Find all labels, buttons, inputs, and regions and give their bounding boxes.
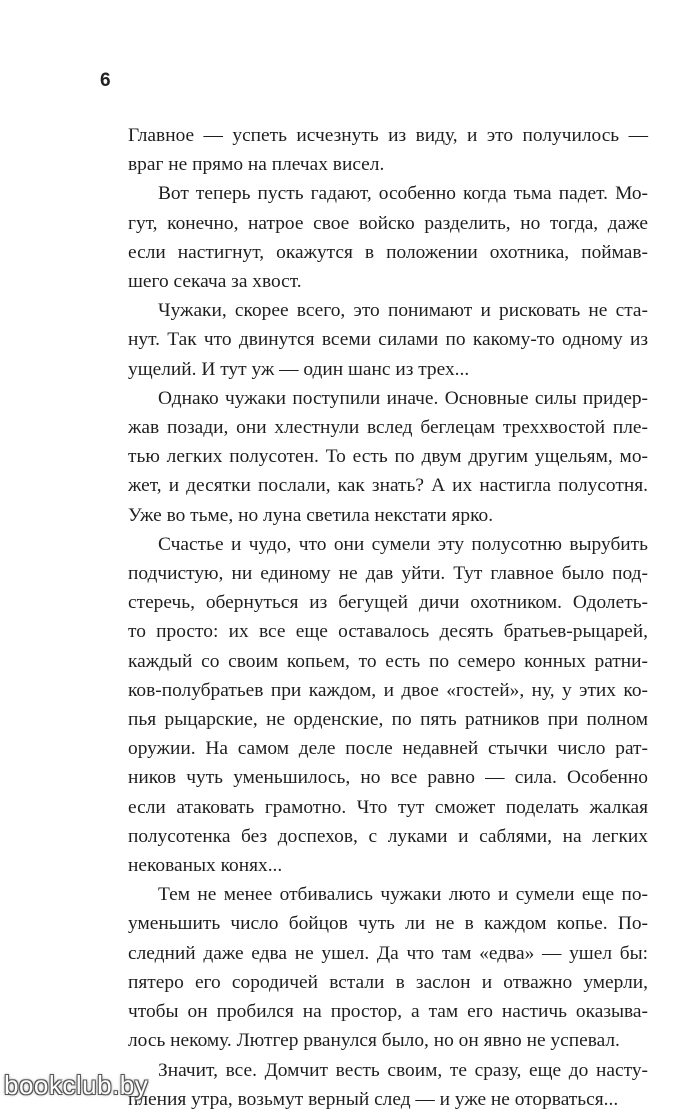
text-line: пятеро его сородичей встали в заслон и отважно умерли, xyxy=(128,971,648,993)
text-line: некованых конях... xyxy=(128,855,283,877)
text-line: Тем не менее отбивались чужаки люто и сумели еще по- xyxy=(158,884,648,906)
body-text xyxy=(128,121,648,1114)
text-line: то просто: их все еще оставалось десять братьев-рыцарей, xyxy=(128,621,648,643)
text-line: гут, конечно, натрое свое войско разделить, но тогда, даже xyxy=(128,212,648,234)
text-line: шего секача за хвост. xyxy=(128,271,302,293)
paragraph xyxy=(128,1056,648,1114)
paragraph xyxy=(128,880,648,1055)
paragraph xyxy=(128,530,648,880)
text-line: враг не прямо на плечах висел. xyxy=(128,154,385,176)
text-line: жет, и десятки послали, как знать? А их настигла полусотня. xyxy=(128,475,648,497)
text-line: Значит, все. Домчит весть своим, те сразу, еще до насту- xyxy=(158,1059,648,1081)
text-line: подчистую, ни единому не дав уйти. Тут главное было под- xyxy=(128,563,648,585)
text-line: следний даже едва не ушел. Да что там «едва» — ушел бы: xyxy=(128,942,648,964)
text-line: если атаковать грамотно. Что тут сможет поделать жалкая xyxy=(128,796,648,818)
paragraph xyxy=(128,179,648,296)
text-line: полусотенка без доспехов, с луками и саблями, на легких xyxy=(128,825,648,847)
text-line: уменьшить число бойцов чуть ли не в каждом копье. По- xyxy=(128,913,648,935)
paragraph xyxy=(128,296,648,384)
text-line: чтобы он пробился на простор, а там его настичь оказыва- xyxy=(128,1001,648,1023)
text-line: тью легких полусотен. То есть по двум другим ущельям, мо- xyxy=(128,446,648,468)
text-line: ников чуть уменьшилось, но все равно — сила. Особенно xyxy=(128,767,648,789)
text-line: пления утра, возьмут верный след — и уже не оторваться... xyxy=(128,1088,619,1110)
text-line: оружии. На самом деле после недавней стычки число рат- xyxy=(128,738,648,760)
paragraph xyxy=(128,384,648,530)
text-line: пья рыцарские, не орденские, по пять ратников при полном xyxy=(128,709,648,731)
text-line: жав позади, они хлестнули вслед беглецам треххвостой пле- xyxy=(128,417,648,439)
text-line: ков-полубратьев при каждом, и двое «гостей», ну, у этих ко- xyxy=(128,679,648,701)
text-line: Уже во тьме, но луна светила некстати ярко. xyxy=(128,504,494,526)
text-line: Вот теперь пусть гадают, особенно когда тьма падет. Мо- xyxy=(158,183,648,205)
text-line: каждый со своим копьем, то есть по семеро конных ратни- xyxy=(128,650,648,672)
text-line: стеречь, обернуться из бегущей дичи охотником. Одолеть- xyxy=(128,592,648,614)
text-line: Счастье и чудо, что они сумели эту полусотню вырубить xyxy=(158,533,648,555)
text-line: Чужаки, скорее всего, это понимают и рисковать не ста- xyxy=(158,300,648,322)
text-line: Главное — успеть исчезнуть из виду, и это получилось — xyxy=(128,125,648,146)
text-line: нут. Так что двинутся всеми силами по какому-то одному из xyxy=(128,329,648,351)
text-line: если настигнут, окажутся в положении охотника, поймав- xyxy=(128,241,648,263)
paragraph xyxy=(128,121,648,179)
text-line: ущелий. И тут уж — один шанс из трех... xyxy=(128,358,470,380)
page-number: 6 xyxy=(100,70,110,91)
watermark-logo: bookclub.by xyxy=(4,1070,149,1100)
text-line: лось некому. Лютгер рванулся было, но он явно не успевал. xyxy=(128,1030,620,1052)
text-line: Однако чужаки поступили иначе. Основные силы придер- xyxy=(158,387,648,409)
